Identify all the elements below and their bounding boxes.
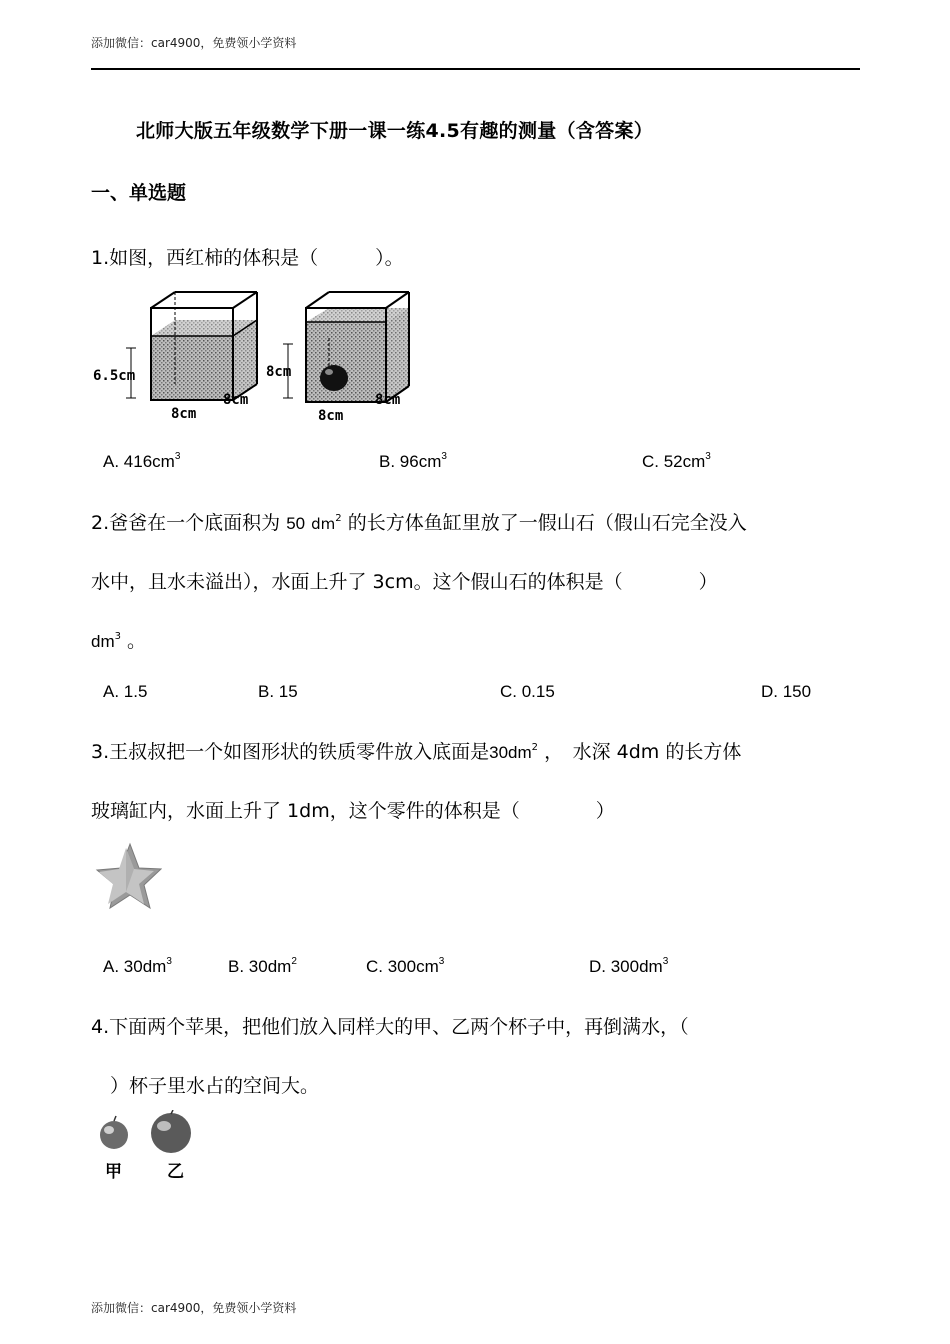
right-height-label: 8cm <box>266 364 292 380</box>
apple-small <box>100 1116 128 1149</box>
question-4-line-1: 4.下面两个苹果，把他们放入同样大的甲、乙两个杯子中，再倒满水，（ <box>91 1016 689 1038</box>
question-4-line-2: ）杯子里水占的空间大。 <box>91 1075 320 1097</box>
q3-option-a[interactable]: A. $30dm^3$ <box>103 956 172 976</box>
q1-option-b[interactable]: B. $96cm^3$ <box>379 451 447 471</box>
question-2-line-1: 2.爸爸在一个底面积为 50 $dm^2$ 的长方体鱼缸里放了一假山石（假山石完全没入 <box>91 512 747 534</box>
container-left <box>93 292 257 422</box>
header-note: 添加微信：car4900，免费领小学资料 <box>91 36 297 50</box>
q3-option-b[interactable]: B. $30dm^2$ <box>228 956 297 976</box>
left-width-label: 8cm <box>171 406 197 422</box>
label-jia: 甲 <box>105 1162 122 1182</box>
star-part-figure <box>94 842 162 912</box>
q1-option-a[interactable]: A. $416cm^3$ <box>103 451 181 471</box>
q2-option-a[interactable]: A. 1.5 <box>103 682 148 701</box>
q3-option-c[interactable]: C. $300cm^3$ <box>366 956 445 976</box>
q2-option-b[interactable]: B. 15 <box>258 682 298 701</box>
page-title: 北师大版五年级数学下册一课一练4.5有趣的测量（含答案） <box>136 120 654 142</box>
q2-option-c[interactable]: C. 0.15 <box>500 682 555 701</box>
q3-option-d[interactable]: D. $300dm^3$ <box>589 956 669 976</box>
q1-option-c[interactable]: C. $52cm^3$ <box>642 451 711 471</box>
q2-option-d[interactable]: D. 150 <box>761 682 812 701</box>
apples-figure <box>94 1110 204 1186</box>
question-1-figure <box>91 288 411 428</box>
right-width-label: 8cm <box>318 408 344 424</box>
question-3-line-2: 玻璃缸内，水面上升了 1dm，这个零件的体积是（ ） <box>91 800 615 822</box>
footer-note: 添加微信：car4900，免费领小学资料 <box>91 1301 297 1315</box>
tomato-shape <box>320 365 348 391</box>
question-1-text: 1.如图，西红柿的体积是（ ）。 <box>91 247 404 269</box>
section-heading: 一、单选题 <box>91 182 187 204</box>
header-divider <box>91 68 860 70</box>
question-2-line-3: $dm^3$ 。 <box>91 630 147 652</box>
question-3-line-1: 3.王叔叔把一个如图形状的铁质零件放入底面是$30dm^2$ ， 水深 4dm 的长方体 <box>91 741 742 763</box>
question-2-line-2: 水中，且水未溢出），水面上升了 3cm。这个假山石的体积是（ ） <box>91 571 718 593</box>
left-height-label: 6.5cm <box>93 368 136 384</box>
apple-large <box>151 1110 191 1153</box>
right-depth-label: 8cm <box>375 392 401 408</box>
left-depth-label: 8cm <box>223 392 249 408</box>
label-yi: 乙 <box>167 1162 184 1182</box>
container-right <box>266 292 409 424</box>
